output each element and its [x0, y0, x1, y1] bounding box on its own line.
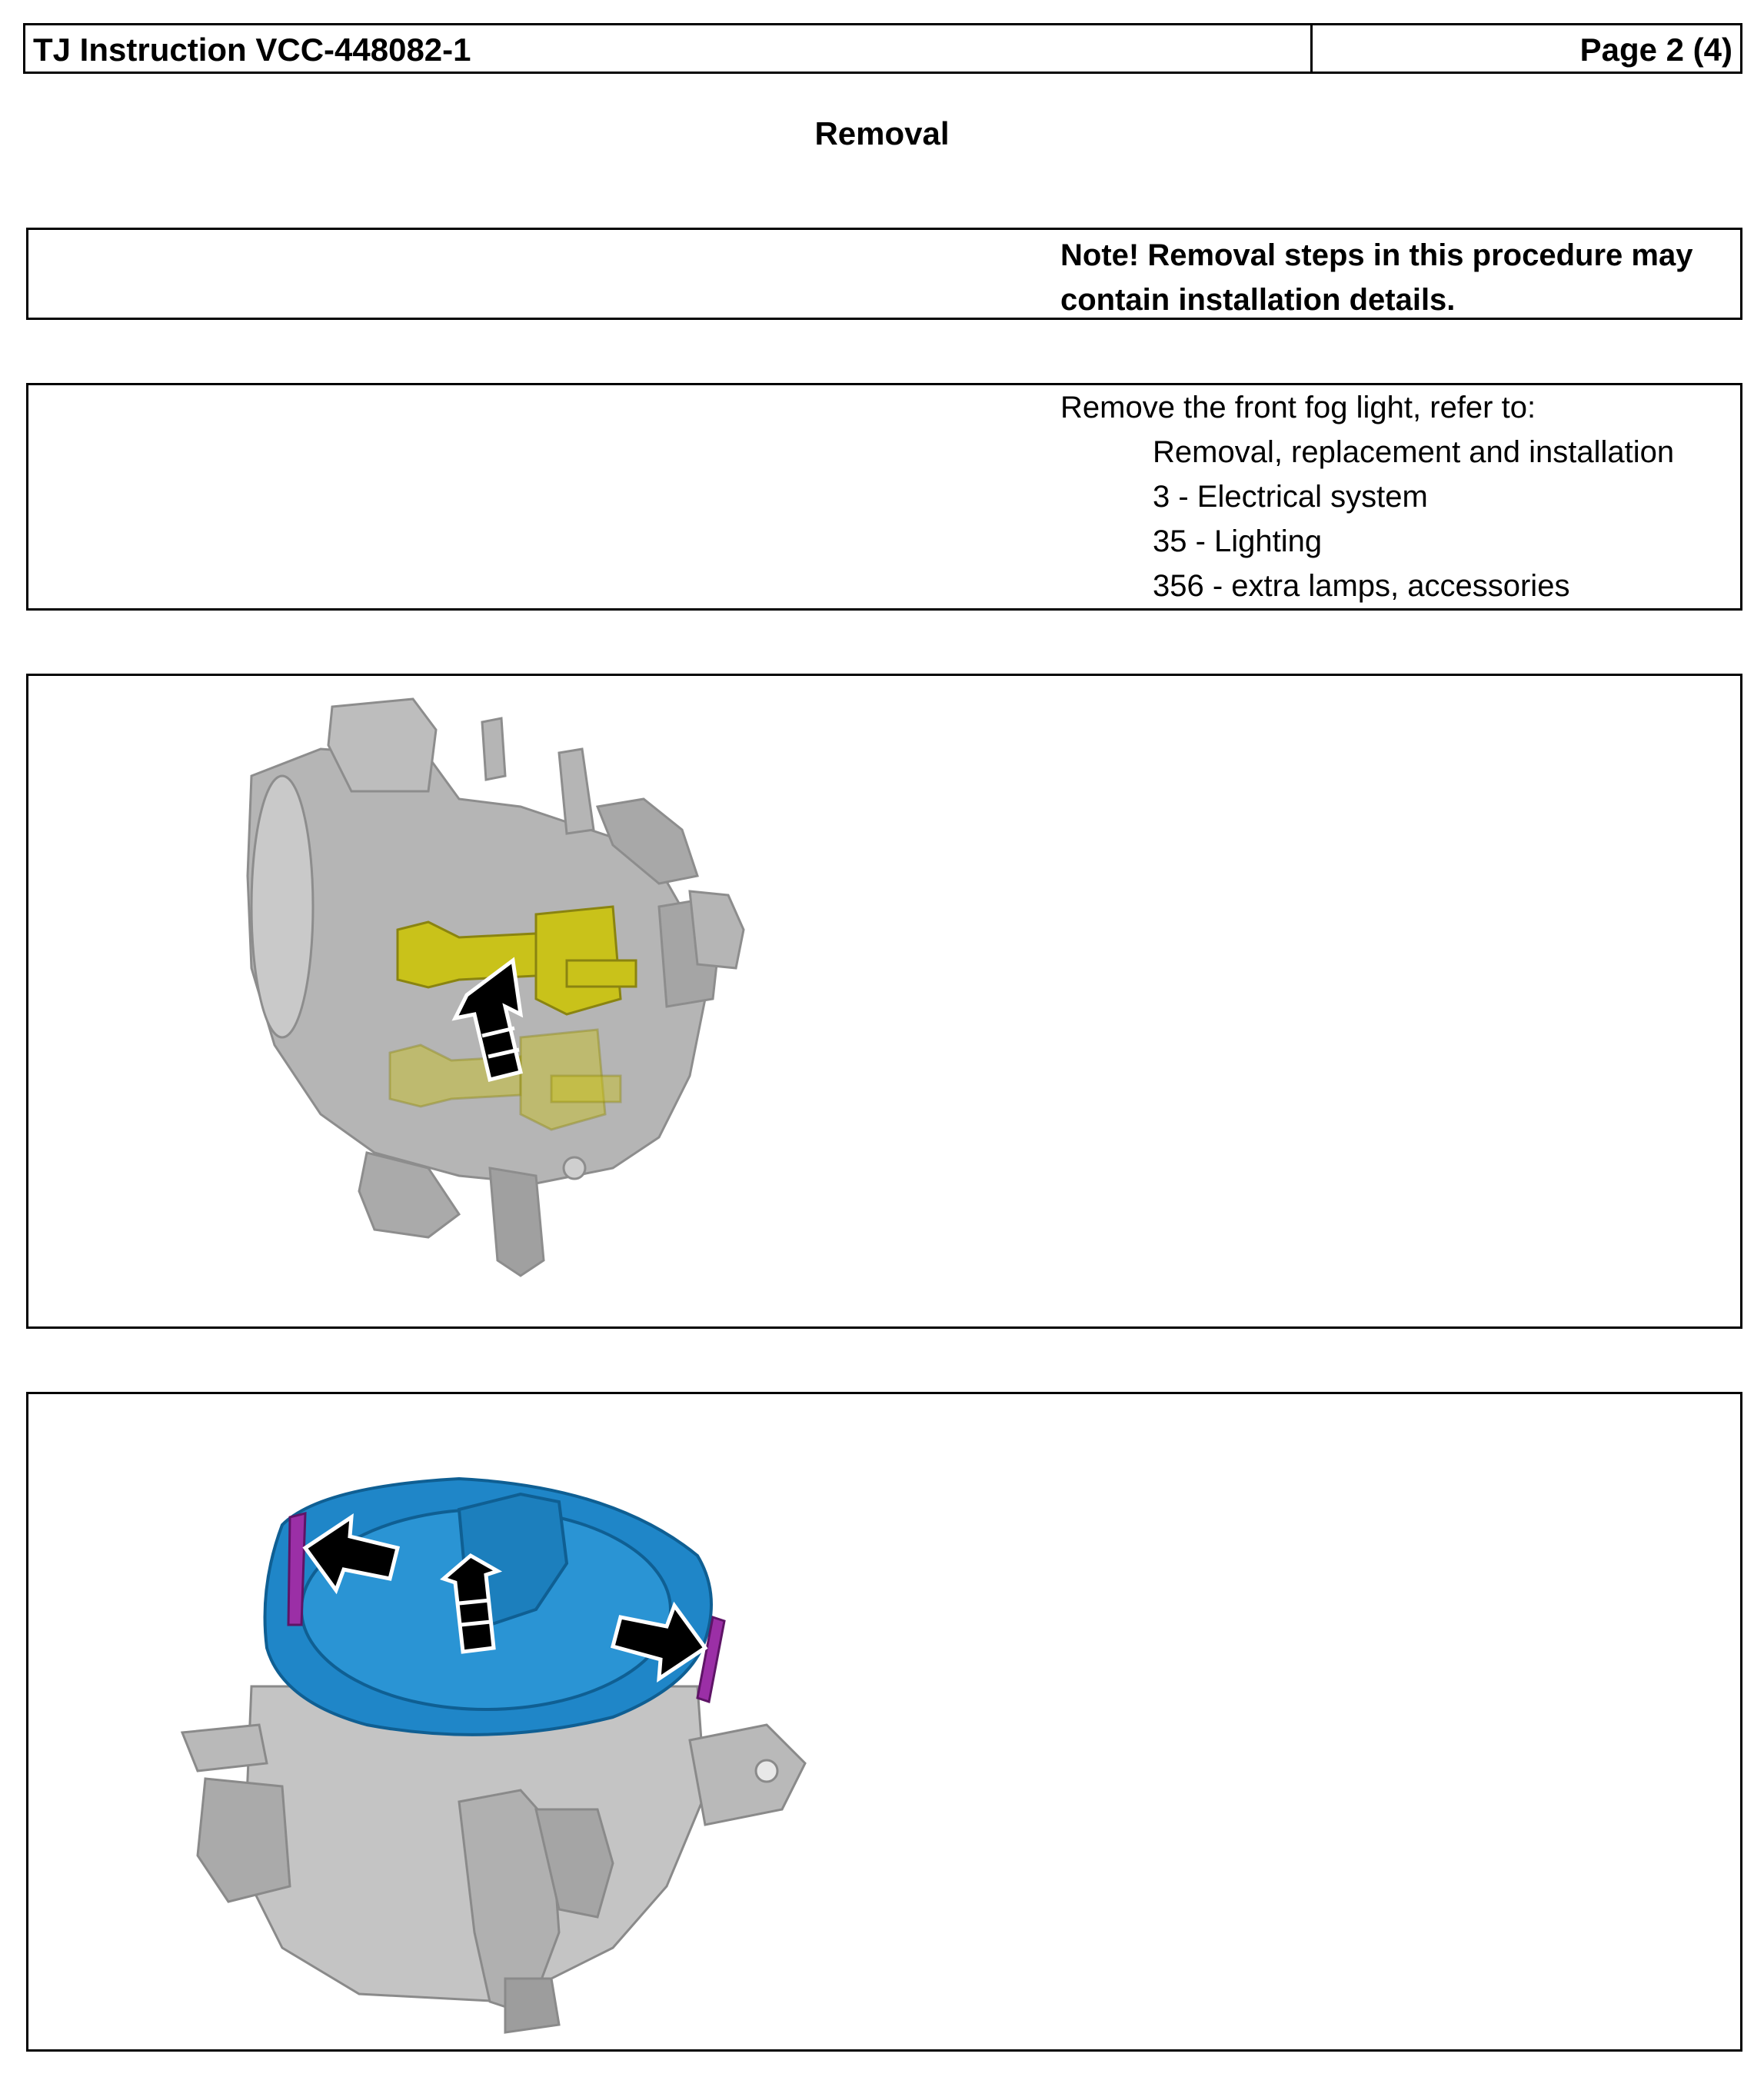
figure-2-box	[26, 1392, 1742, 2052]
page-header	[23, 23, 1742, 74]
reference-item: 35 - Lighting	[1153, 524, 1323, 558]
reference-item: 356 - extra lamps, accessories	[1153, 569, 1570, 603]
reference-intro: Remove the front fog light, refer to:	[1060, 391, 1536, 424]
reference-text	[1060, 385, 1737, 608]
note-line-1: Note! Removal steps in this procedure may	[1060, 238, 1693, 272]
note-box	[26, 228, 1742, 320]
section-title: Removal	[814, 115, 950, 151]
note-text	[1060, 233, 1722, 322]
note-line-2: contain installation details.	[1060, 283, 1456, 317]
fog-light-bulb-removal-illustration	[28, 676, 1745, 1331]
reference-box	[26, 383, 1742, 611]
fog-light-cover-removal-illustration	[28, 1394, 1745, 2054]
figure-1-box	[26, 674, 1742, 1329]
page-number: Page 2 (4)	[1579, 32, 1732, 68]
fog-light-housing	[182, 1686, 805, 2032]
reference-item: 3 - Electrical system	[1153, 480, 1428, 514]
document-title: TJ Instruction VCC-448082-1	[25, 25, 1313, 72]
reference-item: Removal, replacement and installation	[1153, 435, 1675, 469]
